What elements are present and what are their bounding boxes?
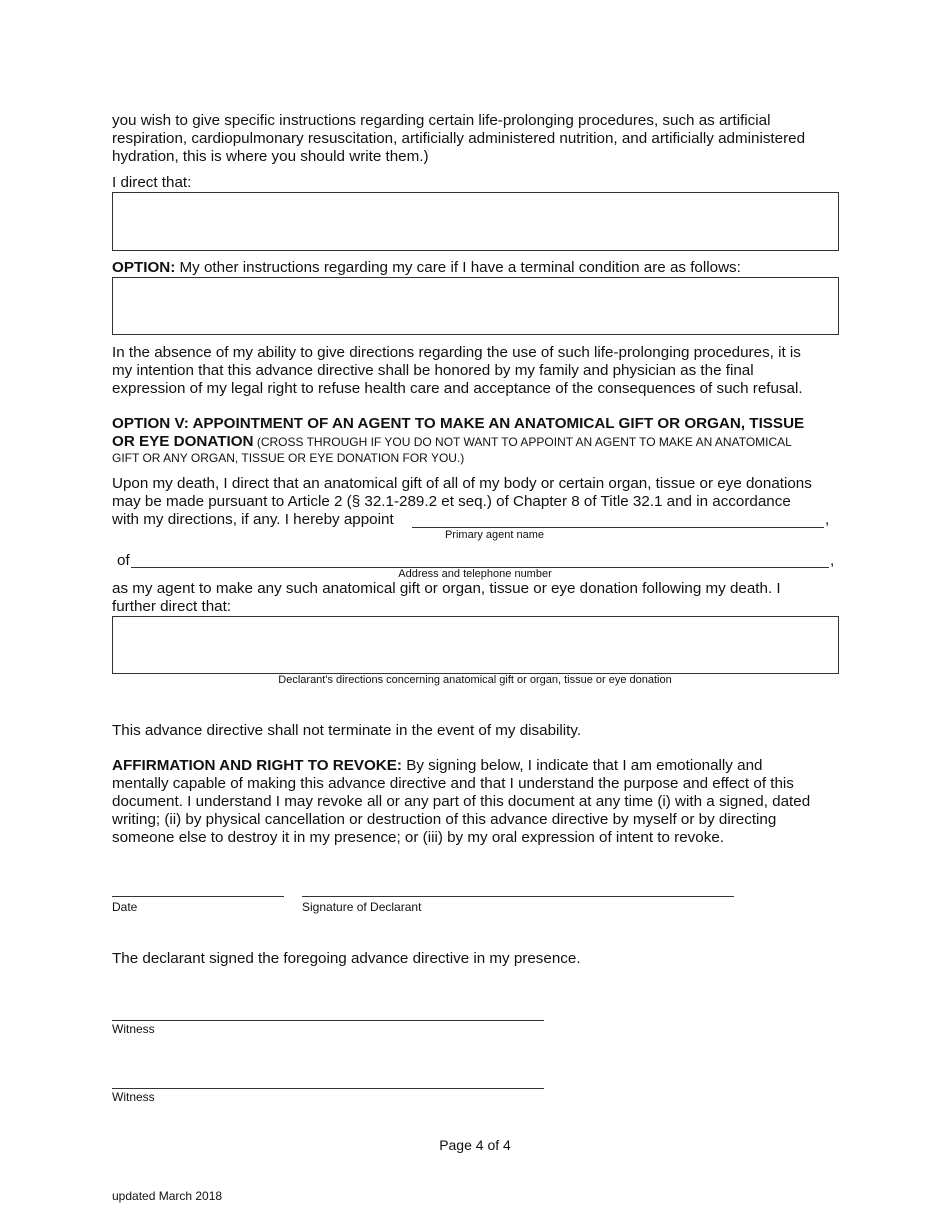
declarant-signature-label: Signature of Declarant: [302, 900, 422, 914]
anatomical-gift-directions-box[interactable]: [112, 616, 839, 674]
affirmation-line: By signing below, I indicate that I am emotionally and: [401, 757, 763, 774]
absence-line: In the absence of my ability to give directions regarding the use of such life-prolonging procedures, it is: [112, 344, 801, 361]
other-instructions-box[interactable]: [112, 277, 839, 335]
direct-label: I direct that:: [112, 174, 192, 191]
of-label: of: [117, 552, 130, 569]
anatomical-gift-box-caption: Declarant's directions concerning anatomical gift or organ, tissue or eye donation: [278, 674, 672, 686]
option-v-note: (CROSS THROUGH IF YOU DO NOT WANT TO APPOINT AN AGENT TO MAKE AN ANATOMICAL: [253, 435, 792, 449]
option-label: OPTION:: [112, 259, 176, 276]
date-label: Date: [112, 900, 138, 914]
disability-statement: This advance directive shall not terminate in the event of my disability.: [112, 722, 582, 739]
intro-line: hydration, this is where you should write them.): [112, 148, 429, 165]
absence-paragraph: [112, 344, 842, 398]
option-v-heading: [112, 415, 847, 465]
option-v-title-line1: OPTION V: APPOINTMENT OF AN AGENT TO MAKE AN ANATOMICAL GIFT OR ORGAN, TISSUE: [112, 415, 805, 432]
affirmation-line: mentally capable of making this advance directive and that I understand the purpose and effect of this: [112, 775, 794, 792]
option-v-title-line2: OR EYE DONATION: [112, 433, 254, 450]
gift-line5: further direct that:: [112, 598, 232, 615]
page-number: Page 4 of 4: [439, 1137, 511, 1153]
primary-agent-field[interactable]: [412, 513, 824, 528]
witness2-label: Witness: [112, 1090, 155, 1104]
primary-agent-caption: Primary agent name: [444, 529, 545, 541]
option-other-instructions: [112, 259, 741, 277]
affirmation-line: document. I understand I may revoke all or any part of this document at any time (i) with a signed, dated: [112, 793, 811, 810]
affirmation-paragraph: [112, 757, 847, 847]
witness1-label: Witness: [112, 1022, 155, 1036]
declarant-signature-field[interactable]: [302, 884, 734, 897]
address-caption: Address and telephone number: [398, 568, 552, 580]
witness2-signature-field[interactable]: [112, 1074, 544, 1089]
affirmation-title: AFFIRMATION AND RIGHT TO REVOKE:: [112, 757, 402, 774]
address-field[interactable]: [131, 553, 829, 568]
absence-line: expression of my legal right to refuse health care and acceptance of the consequences of such refusal.: [112, 380, 803, 397]
address-comma: ,: [830, 552, 835, 569]
gift-line3: with my directions, if any. I hereby appoint: [112, 511, 394, 528]
intro-paragraph: [112, 112, 842, 166]
absence-line: my intention that this advance directive shall be honored by my family and physician as the final: [112, 362, 754, 379]
witness-statement: The declarant signed the foregoing advance directive in my presence.: [112, 950, 581, 967]
direct-instructions-box[interactable]: [112, 192, 839, 251]
date-field[interactable]: [112, 884, 284, 897]
primary-agent-comma: ,: [825, 511, 830, 528]
gift-line1: Upon my death, I direct that an anatomical gift of all of my body or certain organ, tissue or eye donations: [112, 475, 812, 492]
option-text: My other instructions regarding my care if I have a terminal condition are as follows:: [175, 259, 741, 276]
affirmation-line: writing; (ii) by physical cancellation or destruction of this advance directive by myself or by directing: [112, 811, 777, 828]
gift-line2: may be made pursuant to Article 2 (§ 32.1-289.2 et seq.) of Chapter 8 of Title 32.1 and in accordance: [112, 493, 791, 510]
updated-date: updated March 2018: [112, 1189, 223, 1203]
gift-line4: as my agent to make any such anatomical gift or organ, tissue or eye donation following my death. I: [112, 580, 781, 597]
witness1-signature-field[interactable]: [112, 1006, 544, 1021]
intro-line: you wish to give specific instructions regarding certain life-prolonging procedures, such as artificial: [112, 112, 771, 129]
intro-line: respiration, cardiopulmonary resuscitation, artificially administered nutrition, and artificially administered: [112, 130, 806, 147]
affirmation-line: someone else to destroy it in my presence; or (iii) by my oral expression of intent to revoke.: [112, 829, 724, 846]
option-v-note-line2: GIFT OR ANY ORGAN, TISSUE OR EYE DONATION FOR YOU.): [112, 451, 465, 465]
